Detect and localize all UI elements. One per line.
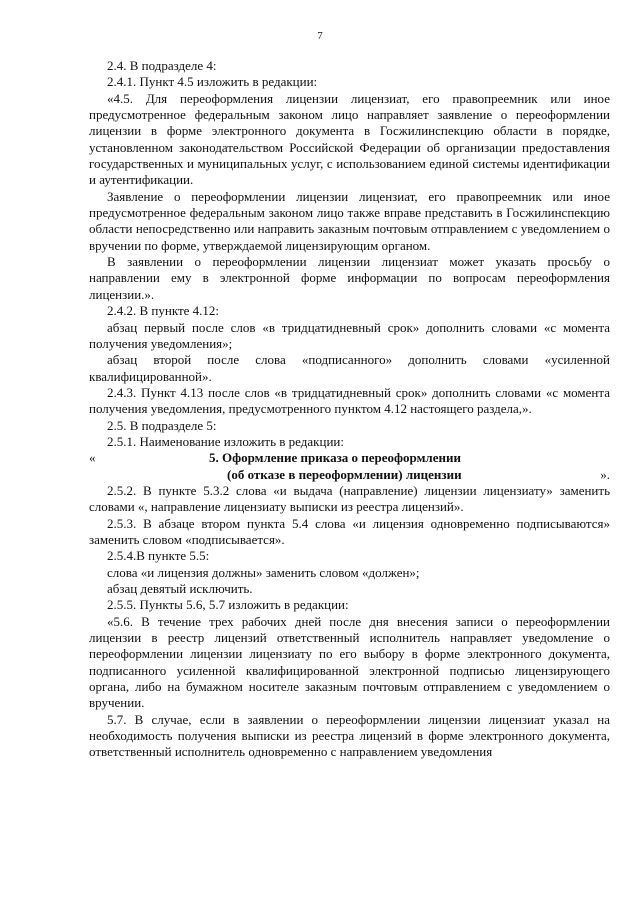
document-body [89,58,610,761]
paragraph: «4.5. Для переоформления лицензии лицензиат, его правопреемник или иное предусмотренное федеральным законом лицо направляет заявление о переоформлении лицензии в форме электронного документа в Госжилинспекцию области в порядке, установленном законодательством Российской Федерации об организации предоставления государственных и муниципальных услуг, с использованием единой системы идентификации и аутентификации. [89,90,610,188]
paragraph: 2.5. В подразделе 5: [107,417,217,433]
section-heading-line-2 [89,467,610,483]
section-heading-subtitle: (об отказе в переоформлении) лицензии [227,466,462,482]
paragraph: абзац второй после слова «подписанного» дополнить словами «усиленной квалифицированной». [89,352,610,384]
paragraph: 2.4. В подразделе 4: [107,58,217,73]
paragraph: абзац девятый исключить. [107,581,253,596]
paragraph: абзац первый после слов «в тридцатидневный срок» дополнить словами «с момента получения уведомления»; [89,319,610,351]
paragraph: «5.6. В течение трех рабочих дней после дня внесения записи о переоформлении лицензии в реестр лицензий ответственный исполнитель направляет уведомление о переоформлении лицензии лицензиату по его выбору в форме электронного документа, подписанного усиленной квалифицированной электронной подписью лицензирующего органа, либо на бумажном носителе заказным почтовым отправлением с уведомлением о вручении. [89,613,610,711]
paragraph: 2.5.5. Пункты 5.6, 5.7 изложить в редакции: [107,597,349,613]
paragraph: слова «и лицензия должны» заменить словом «должен»; [107,564,420,580]
paragraph: 2.4.1. Пункт 4.5 изложить в редакции: [107,74,318,90]
paragraph: 2.4.3. Пункт 4.13 после слов «в тридцатидневный срок» дополнить словами «с момента получения уведомления, предусмотренного пунктом 4.12 настоящего раздела,». [89,384,610,417]
paragraph: 2.5.4.В пункте 5.5: [107,548,210,564]
paragraph: Заявление о переоформлении лицензии лицензиат, его правопреемник или иное предусмотренное федеральным законом лицо также вправе представить в Госжилинспекцию области непосредственно или направить заказным почтовым отправлением с уведомлением о вручении по форме, утверждаемой лицензирующим органом. [89,188,610,253]
paragraph: В заявлении о переоформлении лицензии лицензиат может указать просьбу о направлении ему в электронной форме информации по вопросам переоформления лицензии.». [89,254,610,302]
paragraph: 2.5.3. В абзаце втором пункта 5.4 слова «и лицензия одновременно подписываются» заменить словом «подписывается». [89,515,610,547]
heading-quote-open: « [89,450,96,466]
section-heading-line-1 [89,450,610,466]
heading-quote-close: ». [600,466,610,482]
page-number: 7 [317,30,323,42]
paragraph: 2.5.2. В пункте 5.3.2 слова «и выдача (направление) лицензии лицензиату» заменить словами «, направление лицензиату выписки из реестра лицензий». [89,482,610,515]
section-heading-title: 5. Оформление приказа о переоформлении [209,450,461,466]
paragraph: 2.5.1. Наименование изложить в редакции: [107,433,344,449]
paragraph: 2.4.2. В пункте 4.12: [107,303,220,319]
paragraph: 5.7. В случае, если в заявлении о переоформлении лицензии лицензиат указал на необходимость получения выписки из реестра лицензий в форме электронного документа, ответственный исполнитель одновременно с направлением уведомления [89,711,610,760]
